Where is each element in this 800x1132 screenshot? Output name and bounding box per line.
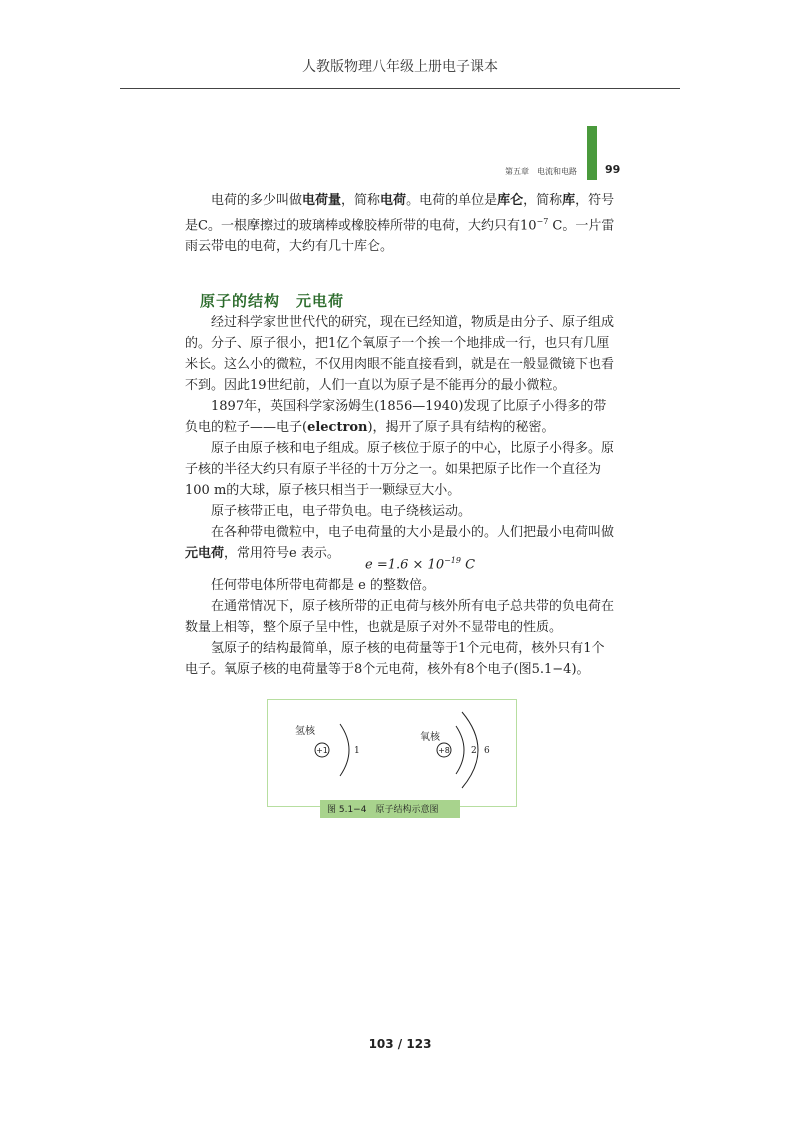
bold-term: 电荷	[380, 193, 407, 208]
intro-paragraph	[185, 190, 615, 257]
hydrogen-nucleus-charge: +1	[316, 746, 328, 755]
document-page-indicator: 103 / 123	[368, 1037, 432, 1051]
document-header: 人教版物理八年级上册电子课本	[302, 59, 498, 75]
oxygen-outer-count: 6	[484, 746, 490, 756]
text-run: 在各种带电微粒中，电子电荷量的大小是最小的。人们把最小电荷叫做	[211, 525, 615, 540]
bold-term: electron	[307, 420, 368, 435]
oxygen-inner-shell	[456, 726, 464, 774]
text-run: 电荷的多少叫做	[211, 193, 303, 208]
text-run: 1897年，英国科学家汤姆生(1856—1940)发现了比原子小得多的带负电的粒子——电子(	[185, 399, 607, 435]
bold-term: 库仑	[497, 193, 524, 208]
book-page-number: 99	[605, 163, 621, 176]
text-run: ，符号是C。一根摩擦过的玻璃棒或橡胶棒所带的电荷，大约只有10	[185, 193, 615, 234]
paragraph-7: 在通常情况下，原子核所带的正电荷与核外所有电子总共带的负电荷在数量上相等，整个原子呈中性，也就是原子对外不显带电的性质。	[185, 599, 615, 635]
formula-unit: C	[460, 557, 476, 573]
paragraph-3: 原子由原子核和电子组成。原子核位于原子的中心，比原子小得多。原子核的半径大约只有原子半径的十万分之一。如果把原子比作一个直径为100 m的大球，原子核只相当于一颗绿豆大小。	[185, 441, 615, 498]
atom-structure-figure	[267, 699, 517, 807]
chapter-tab-bar	[587, 126, 597, 180]
figure-caption: 图 5.1−4 原子结构示意图	[327, 805, 439, 815]
bold-term: 库	[562, 193, 576, 208]
superscript: −7	[536, 217, 549, 226]
paragraph-2	[185, 396, 615, 438]
text-run: 。电荷的单位是	[406, 193, 498, 208]
bold-term: 电荷量	[302, 193, 342, 208]
paragraph-4: 原子核带正电，电子带负电。电子绕核运动。	[211, 504, 472, 519]
elementary-charge-formula	[365, 556, 475, 572]
text-run: )，揭开了原子具有结构的秘密。	[367, 420, 555, 435]
bold-term: 元电荷	[185, 546, 225, 561]
paragraph-1: 经过科学家世世代代的研究，现在已经知道，物质是由分子、原子组成的。分子、原子很小，把1亿个氧原子一个挨一个地排成一行，也只有几厘米长。这么小的微粒，不仅用肉眼不能直接看到，就是在一般显微镜下也看不到。因此19世纪前，人们一直以为原子是不能再分的最小微粒。	[185, 315, 615, 393]
oxygen-nucleus-charge: +8	[438, 746, 450, 755]
hydrogen-electron-shell	[340, 724, 349, 776]
text-run: ，常用符号e 表示。	[224, 546, 340, 561]
header-divider	[120, 88, 680, 89]
oxygen-label: 氧核	[420, 732, 440, 743]
text-run: C。一片雷雨云带电的电荷，大约有几十库仑。	[185, 218, 615, 255]
paragraph-8: 氢原子的结构最简单，原子核的电荷量等于1个元电荷，核外只有1个电子。氧原子核的电荷量等于8个元电荷，核外有8个电子(图5.1−4)。	[185, 641, 605, 677]
formula-exponent: −19	[444, 556, 461, 565]
section-title: 原子的结构 元电荷	[200, 292, 345, 310]
atom-diagram	[268, 700, 516, 806]
oxygen-inner-count: 2	[471, 746, 477, 756]
chapter-label: 第五章 电流和电路	[505, 167, 577, 176]
paragraph-6: 任何带电体所带电荷都是 e 的整数倍。	[211, 578, 435, 593]
text-run: ，简称	[523, 193, 563, 208]
hydrogen-shell-count: 1	[354, 746, 360, 756]
hydrogen-label: 氢核	[295, 726, 315, 737]
text-run: ，简称	[341, 193, 381, 208]
formula-base: e =1.6 × 10	[365, 557, 445, 573]
